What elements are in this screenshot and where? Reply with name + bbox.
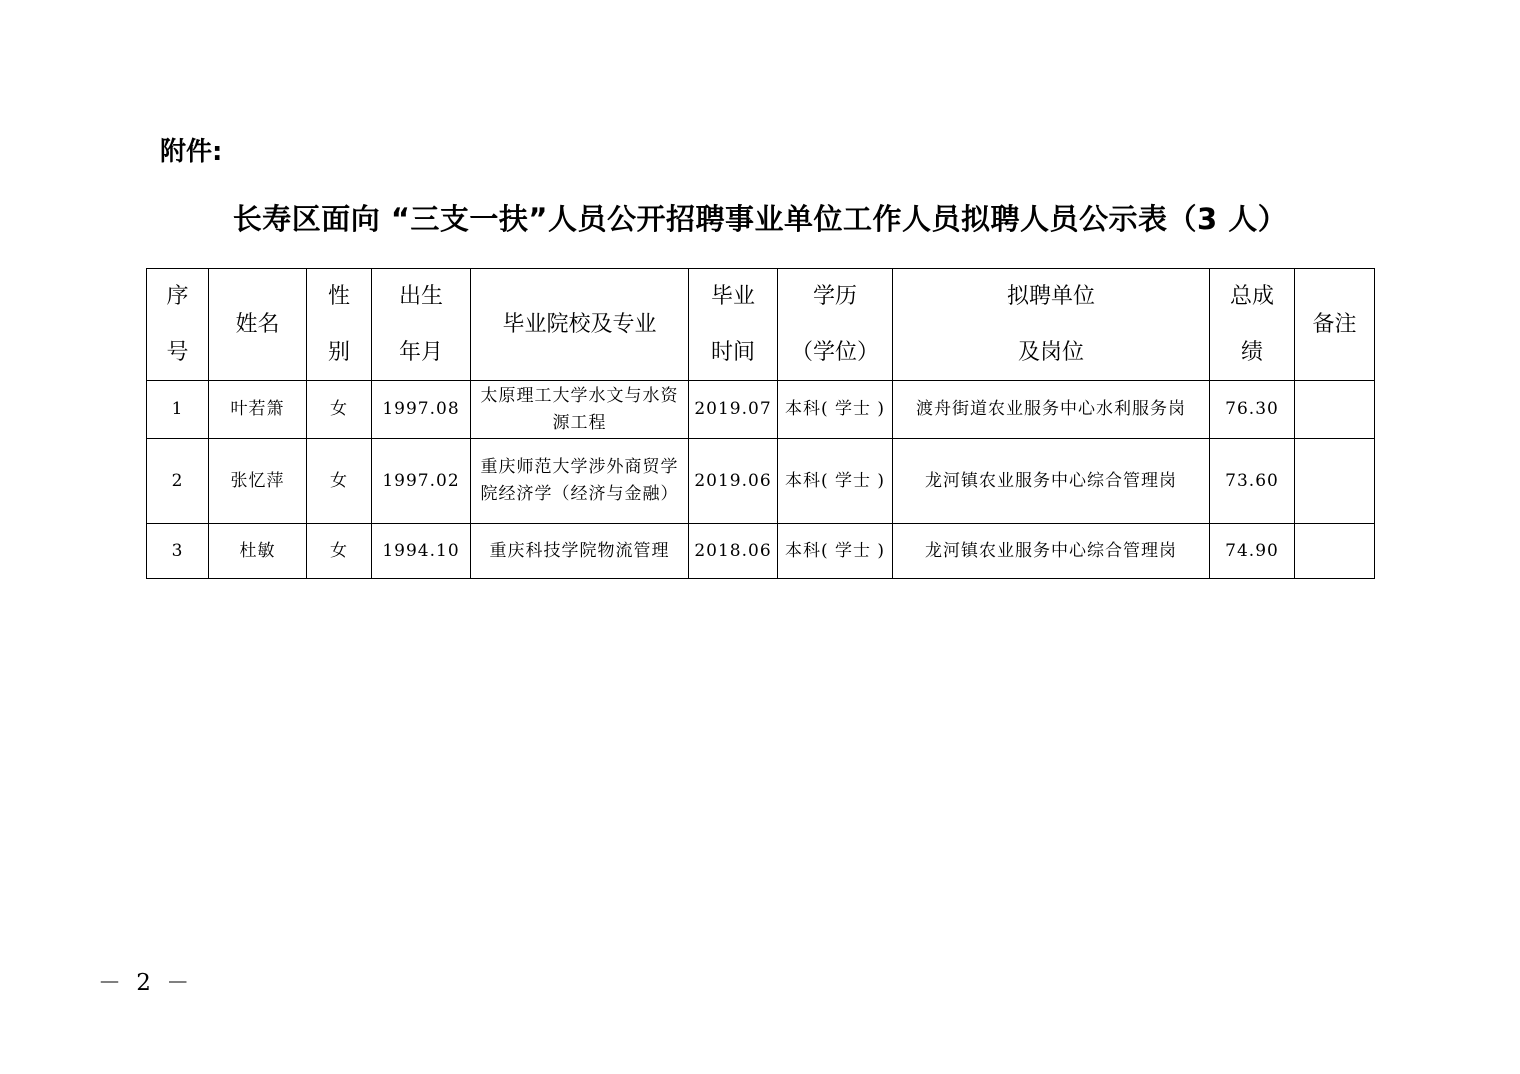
page-number: － 2 － <box>98 970 194 996</box>
header-seq-line2: 号 <box>166 339 189 365</box>
header-gender-line2: 别 <box>327 339 350 365</box>
header-name-label: 姓名 <box>235 311 280 337</box>
cell-grad-time: 2019.06 <box>689 439 778 524</box>
cell-birth: 1997.08 <box>372 381 471 439</box>
cell-gender: 女 <box>307 524 372 579</box>
cell-remarks <box>1295 524 1375 579</box>
header-name <box>209 269 307 381</box>
cell-school: 太原理工大学水文与水资源工程 <box>471 381 689 439</box>
cell-seq: 2 <box>147 439 209 524</box>
table-row <box>147 524 1375 579</box>
cell-school: 重庆科技学院物流管理 <box>471 524 689 579</box>
header-seq <box>147 269 209 381</box>
page-title: 长寿区面向 “三支一扶”人员公开招聘事业单位工作人员拟聘人员公示表（3 人） <box>232 202 1288 236</box>
cell-remarks <box>1295 439 1375 524</box>
cell-gender: 女 <box>307 439 372 524</box>
cell-seq: 1 <box>147 381 209 439</box>
header-score-line2: 绩 <box>1240 339 1263 365</box>
cell-gender: 女 <box>307 381 372 439</box>
table-row <box>147 381 1375 439</box>
cell-score: 74.90 <box>1210 524 1295 579</box>
cell-birth: 1997.02 <box>372 439 471 524</box>
header-degree-line2: （学位） <box>790 339 879 365</box>
cell-grad-time: 2018.06 <box>689 524 778 579</box>
header-birth-line1: 出生 <box>398 283 443 309</box>
cell-name: 叶若箫 <box>209 381 307 439</box>
header-gender <box>307 269 372 381</box>
header-degree-line1: 学历 <box>812 283 857 309</box>
header-score-line1: 总成 <box>1229 283 1274 309</box>
header-grad-time-line1: 毕业 <box>710 283 755 309</box>
cell-position: 渡舟街道农业服务中心水利服务岗 <box>893 381 1210 439</box>
header-gender-line1: 性 <box>327 283 350 309</box>
table-row <box>147 439 1375 524</box>
header-school-label: 毕业院校及专业 <box>502 311 657 337</box>
cell-school: 重庆师范大学涉外商贸学院经济学（经济与金融） <box>471 439 689 524</box>
header-position-line1: 拟聘单位 <box>1006 283 1095 309</box>
header-birth <box>372 269 471 381</box>
header-seq-line1: 序 <box>166 283 189 309</box>
header-grad-time-line2: 时间 <box>710 339 755 365</box>
header-position-line2: 及岗位 <box>1017 339 1084 365</box>
attachment-label: 附件: <box>160 137 223 167</box>
cell-name: 张忆萍 <box>209 439 307 524</box>
cell-position: 龙河镇农业服务中心综合管理岗 <box>893 524 1210 579</box>
cell-degree: 本科( 学士 ) <box>778 524 893 579</box>
cell-birth: 1994.10 <box>372 524 471 579</box>
cell-score: 76.30 <box>1210 381 1295 439</box>
cell-degree: 本科( 学士 ) <box>778 381 893 439</box>
cell-score: 73.60 <box>1210 439 1295 524</box>
header-degree <box>778 269 893 381</box>
header-score <box>1210 269 1295 381</box>
candidate-table <box>146 268 1375 579</box>
cell-name: 杜敏 <box>209 524 307 579</box>
cell-position: 龙河镇农业服务中心综合管理岗 <box>893 439 1210 524</box>
header-position <box>893 269 1210 381</box>
header-school <box>471 269 689 381</box>
cell-grad-time: 2019.07 <box>689 381 778 439</box>
header-remarks-label: 备注 <box>1312 311 1357 337</box>
cell-degree: 本科( 学士 ) <box>778 439 893 524</box>
header-grad-time <box>689 269 778 381</box>
cell-remarks <box>1295 381 1375 439</box>
table-header-row <box>147 269 1375 381</box>
cell-seq: 3 <box>147 524 209 579</box>
header-remarks <box>1295 269 1375 381</box>
header-birth-line2: 年月 <box>398 339 443 365</box>
